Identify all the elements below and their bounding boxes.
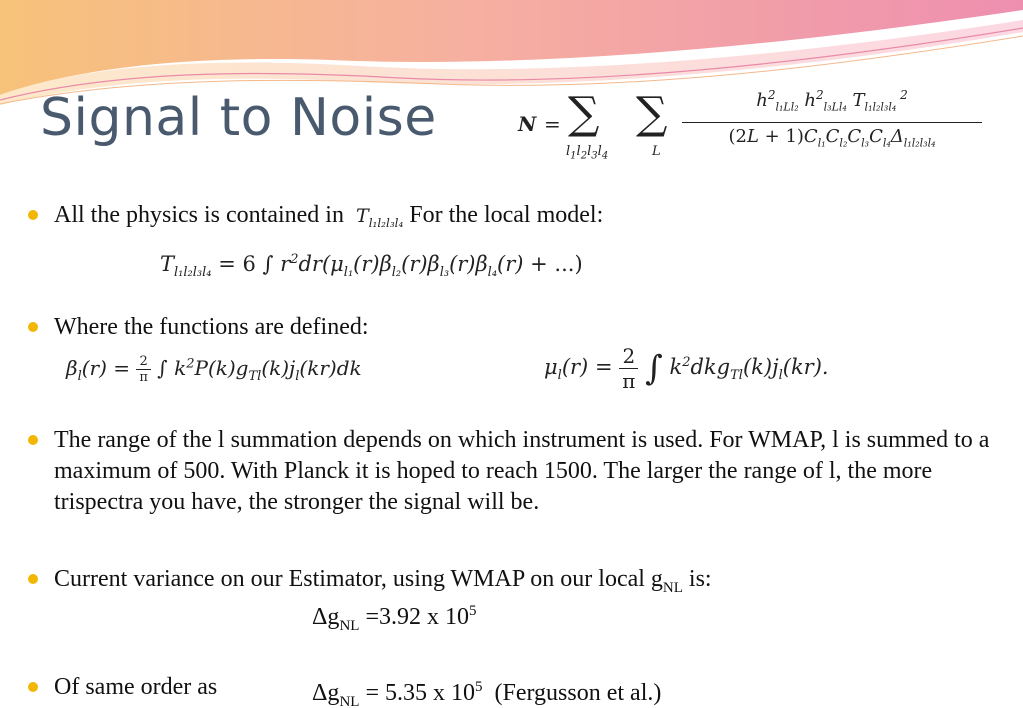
trispectrum-symbol: $T_{l_1l_2l_3l_4}$ <box>349 205 404 230</box>
delta-g-label: Δg <box>312 680 340 706</box>
bullet-text: Current variance on our Estimator, using WMAP on our local g <box>54 566 663 592</box>
comparison-value <box>312 672 952 708</box>
bullet-dot <box>28 574 38 584</box>
nl-subscript: NL <box>339 693 360 708</box>
bullet-current-variance <box>28 564 988 634</box>
bullet-physics <box>28 200 988 234</box>
variance-number: =3.92 x 10 <box>359 604 469 630</box>
citation: (Fergusson et al.) <box>494 680 662 706</box>
bullet-text: Where the functions are defined: <box>54 314 369 340</box>
beta-equation: $\beta_l(r)$ = $\frac{2}{\pi}$ ∫ $k^2P(k)g_{Tl}(k)j_l(kr)dk$ <box>66 354 362 385</box>
delta-g-label: Δg <box>312 604 340 630</box>
bullet-text-after: For the local model: <box>409 202 604 228</box>
exponent: 5 <box>468 603 477 619</box>
bullet-dot <box>28 322 38 332</box>
bullet-text-end: is: <box>682 566 712 592</box>
bullet-text: The range of the l summation depends on which instrument is used. For WMAP, l is summed to a maximum of 500. With Planck it is hoped to reach 1500. The larger the range of l, the more trispectra you have, the stronger the signal will be. <box>54 427 990 515</box>
gnl-subscript: NL <box>662 579 683 596</box>
exponent: 5 <box>474 679 483 695</box>
bullet-dot <box>28 210 38 220</box>
bullet-summation-range <box>28 425 988 521</box>
bullet-dot <box>28 435 38 445</box>
bullet-dot <box>28 682 38 692</box>
comparison-number: = 5.35 x 10 <box>359 680 475 706</box>
local-model-equation: $T_{l_1l_2l_3l_4} = 6$ ∫ $r^2dr(\mu_{l_1}(r)\beta_{l_2}(r)\beta_{l_3}(r)\beta_{l_4}(r)$ + ...) <box>160 252 583 281</box>
variance-value <box>312 596 912 642</box>
bullet-text: Of same order as <box>54 674 218 700</box>
page-title: Signal to Noise <box>40 88 437 148</box>
nl-subscript: NL <box>339 617 360 634</box>
mu-equation: $\mu_l(r)$ = $\frac{2}{\pi}$ ∫ $k^2dkg_{Tl}(k)j_l(kr)$. <box>544 344 829 393</box>
bullet-same-order <box>28 672 988 706</box>
header-equation: N = ∑ $l_1l_2l_3l_4$ ∑ L $h^2_{l_1Ll_2}$ $h^2_{l_3Ll_4}$ $T_{l_1l_2l_3l_4}$ $^2$ $(2L + 1)C_{l_1}C_{l_2}C_{l_3}C_{l_4}\Delta_{l_1l_2l_3l_4}$ <box>518 88 988 170</box>
bullet-text: All the physics is contained in <box>54 202 344 228</box>
bullet-functions <box>28 312 988 346</box>
